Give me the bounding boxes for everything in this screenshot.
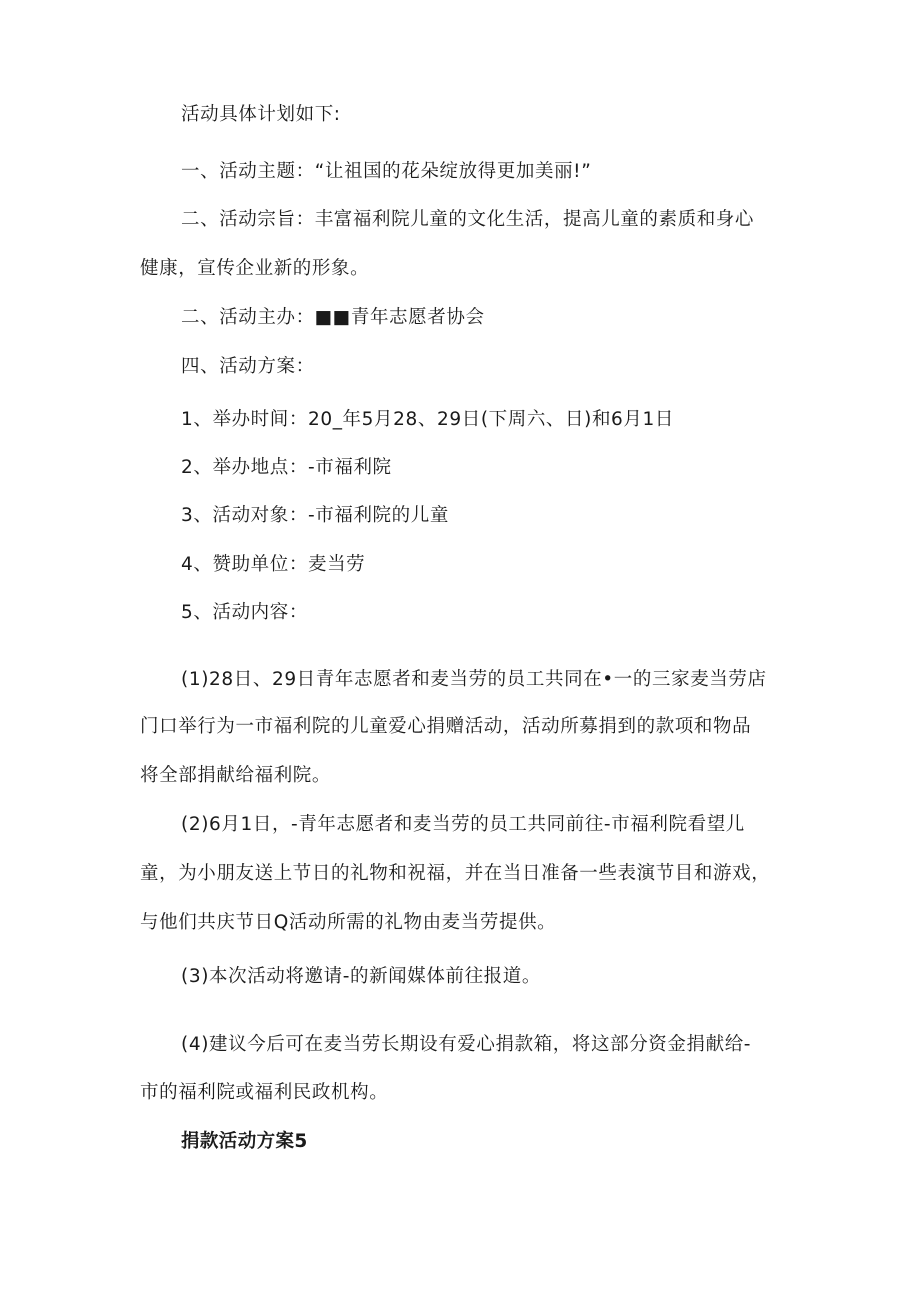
activity-purpose-line-2: 健康，宣传企业新的形象。	[140, 258, 370, 279]
content-1-line-3: 将全部捐献给福利院。	[140, 765, 332, 786]
activity-theme: 一、活动主题：“让祖国的花朵绽放得更加美丽!”	[181, 161, 592, 182]
plan-item-sponsor: 4、赞助单位：麦当劳	[181, 554, 366, 575]
content-2-line-2: 童，为小朋友送上节日的礼物和祝福，并在当日准备一些表演节目和游戏，	[140, 863, 771, 884]
content-2-line-3: 与他们共庆节日Q活动所需的礼物由麦当劳提供。	[140, 912, 557, 933]
content-3: (3)本次活动将邀请-的新闻媒体前往报道。	[181, 966, 541, 987]
plan-item-location: 2、举办地点：-市福利院	[181, 457, 392, 478]
content-4-line-1: (4)建议今后可在麦当劳长期设有爱心捐款箱，将这部分资金捐献给-	[181, 1034, 752, 1055]
plan-item-content: 5、活动内容：	[181, 602, 308, 623]
intro-text: 活动具体计划如下:	[181, 104, 341, 125]
content-1-line-1: (1)28日、29日青年志愿者和麦当劳的员工共同在•一的三家麦当劳店	[181, 669, 767, 690]
activity-purpose-line-1: 二、活动宗旨：丰富福利院儿童的文化生活，提高儿童的素质和身心	[181, 209, 755, 230]
plan-heading: 四、活动方案：	[181, 356, 315, 377]
activity-organizer: 二、活动主办：■■青年志愿者协会	[181, 307, 485, 328]
content-2-line-1: (2)6月1日，-青年志愿者和麦当劳的员工共同前往-市福利院看望儿	[181, 814, 745, 835]
plan-item-target: 3、活动对象：-市福利院的儿童	[181, 505, 449, 526]
plan-item-time: 1、举办时间：20_年5月28、29日(下周六、日)和6月1日	[181, 409, 674, 430]
content-4-line-2: 市的福利院或福利民政机构。	[140, 1082, 389, 1103]
next-section-heading: 捐款活动方案5	[181, 1131, 308, 1152]
content-1-line-2: 门口举行为一市福利院的儿童爱心捐赠活动，活动所募捐到的款项和物品	[140, 716, 752, 737]
